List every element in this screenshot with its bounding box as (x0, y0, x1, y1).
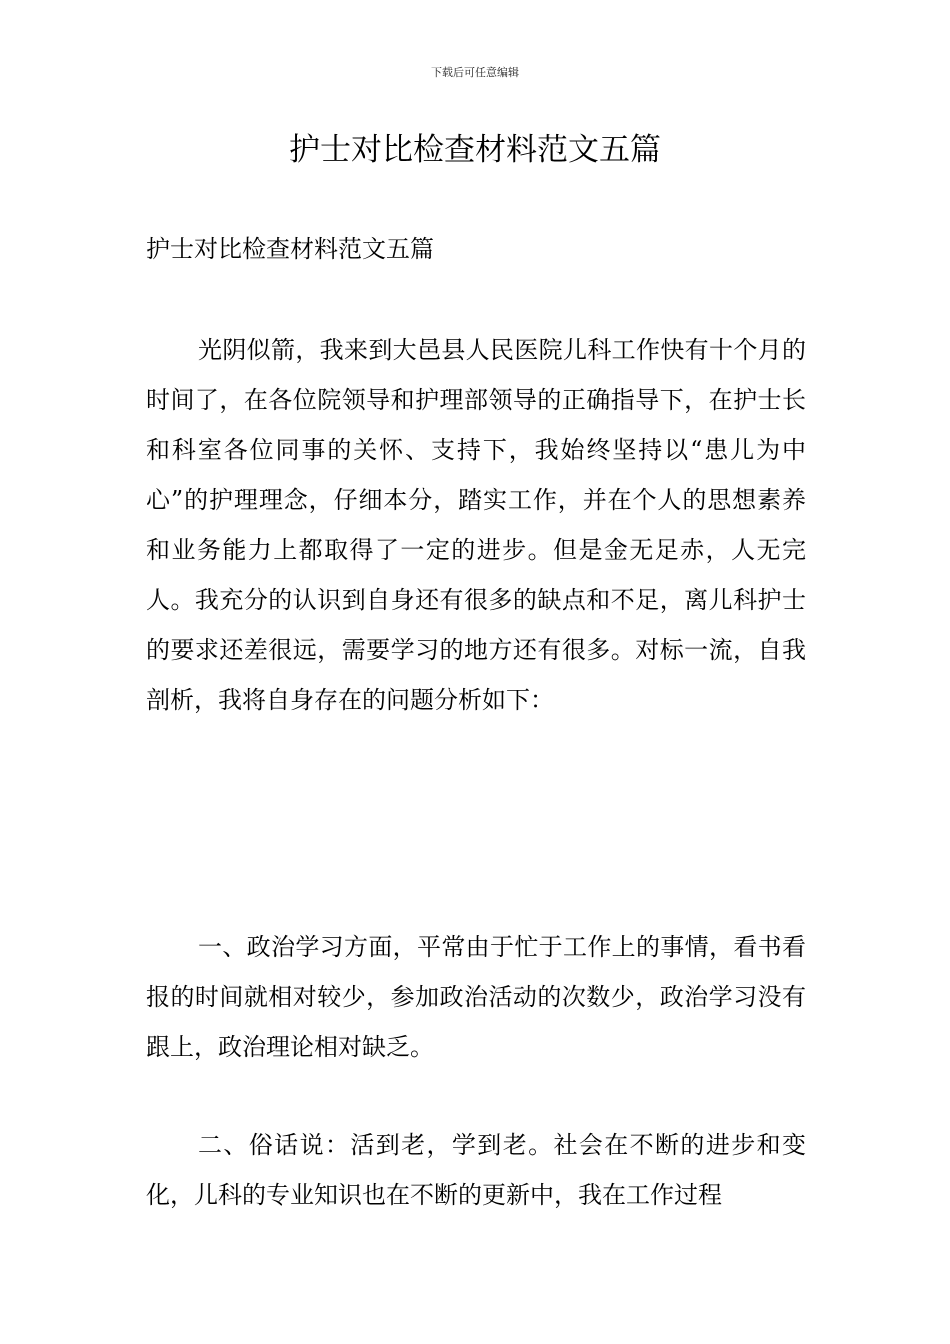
paragraph-intro: 光阴似箭，我来到大邑县人民医院儿科工作快有十个月的时间了，在各位院领导和护理部领导的正确指导下，在护士长和科室各位同事的关怀、支持下，我始终坚持以“患儿为中心”的护理理念，仔细本分，踏实工作，并在个人的思想素养和业务能力上都取得了一定的进步。但是金无足赤，人无完人。我充分的认识到自身还有很多的缺点和不足，离儿科护士的要求还差很远，需要学习的地方还有很多。对标一流，自我剖析，我将自身存在的问题分析如下： (146, 336, 806, 714)
paragraph-professional-study: 二、俗话说：活到老，学到老。社会在不断的进步和变化，儿科的专业知识也在不断的更新中，我在工作过程 (146, 1131, 806, 1209)
document-subtitle: 护士对比检查材料范文五篇 (146, 235, 434, 263)
document-title: 护士对比检查材料范文五篇 (289, 132, 661, 168)
paragraph-political-study: 一、政治学习方面，平常由于忙于工作上的事情，看书看报的时间就相对较少，参加政治活动的次数少，政治学习没有跟上，政治理论相对缺乏。 (146, 933, 806, 1061)
header-note: 下载后可任意编辑 (431, 66, 519, 79)
